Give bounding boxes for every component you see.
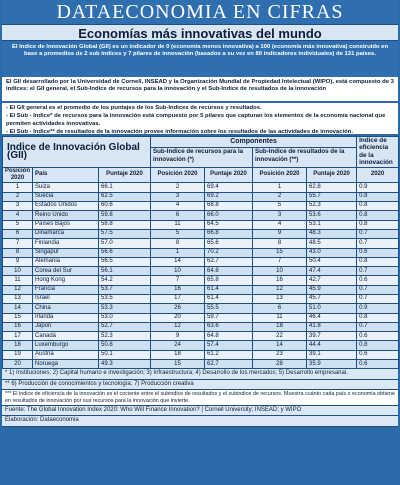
cell-position: 11 — [3, 276, 33, 285]
cell-country: Reino Unido — [33, 211, 99, 220]
cell-country: Japón — [33, 322, 99, 331]
cell-sub2-score: 55.7 — [307, 192, 357, 201]
cell-position: 3 — [3, 202, 33, 211]
cell-sub2-score: 53.1 — [307, 220, 357, 229]
innovation-table — [2, 136, 399, 369]
cell-sub2-score: 62.8 — [307, 183, 357, 192]
cell-country: Irlanda — [33, 313, 99, 322]
cell-sub2-position: 15 — [253, 248, 307, 257]
cell-sub2-position: 23 — [253, 350, 307, 359]
cell-efficiency: 0.9 — [357, 183, 399, 192]
cell-position: 19 — [3, 350, 33, 359]
cell-efficiency: 0.8 — [357, 192, 399, 201]
cell-sub1-score: 62.7 — [205, 360, 253, 369]
cell-efficiency: 0.7 — [357, 285, 399, 294]
cell-country: Corea del Sur — [33, 267, 99, 276]
cell-position: 6 — [3, 229, 33, 238]
table-row — [3, 229, 399, 238]
cell-score: 54.2 — [99, 276, 151, 285]
cell-country: Suiza — [33, 183, 99, 192]
col-country: País — [33, 167, 99, 183]
col-efficiency: 2020 — [357, 167, 399, 183]
cell-score: 59.8 — [99, 211, 151, 220]
table-row — [3, 285, 399, 294]
cell-sub2-score: 45.7 — [307, 295, 357, 304]
cell-country: Luxemburgo — [33, 341, 99, 350]
cell-efficiency: 0.8 — [357, 313, 399, 322]
cell-sub2-score: 51.0 — [307, 304, 357, 313]
cell-score: 53.5 — [99, 295, 151, 304]
cell-efficiency: 0.7 — [357, 295, 399, 304]
cell-sub2-score: 50.4 — [307, 257, 357, 266]
cell-sub1-position: 24 — [151, 341, 205, 350]
table-main-header: Indice de Innovación Global (GII) — [3, 137, 151, 168]
cell-efficiency: 0.6 — [357, 248, 399, 257]
cell-score: 53.0 — [99, 313, 151, 322]
cell-position: 9 — [3, 257, 33, 266]
col-sub2-position: Posición 2020 — [253, 167, 307, 183]
cell-sub2-position: 22 — [253, 332, 307, 341]
cell-score: 60.6 — [99, 202, 151, 211]
table-row — [3, 332, 399, 341]
cell-score: 66.1 — [99, 183, 151, 192]
cell-sub2-score: 41.8 — [307, 322, 357, 331]
cell-sub1-score: 61.2 — [205, 350, 253, 359]
cell-efficiency: 0.8 — [357, 341, 399, 350]
cell-position: 17 — [3, 332, 33, 341]
cell-sub1-position: 9 — [151, 332, 205, 341]
cell-efficiency: 0.6 — [357, 350, 399, 359]
cell-position: 12 — [3, 285, 33, 294]
cell-score: 52.3 — [99, 332, 151, 341]
intro-text: El Indice de Innovación Global (GII) es un indicador de 0 (economía menos innovativa) a 100 (economía más innovativa) construido en base a promedios de 2 sub índices y 7 pilares de innovación (basados a su vez en 80 indicadores individuales) de 131 países. — [2, 41, 398, 77]
table-row — [3, 220, 399, 229]
cell-sub2-position: 13 — [253, 295, 307, 304]
cell-sub1-score: 64.8 — [205, 332, 253, 341]
table-row — [3, 350, 399, 359]
table-row — [3, 248, 399, 257]
cell-sub2-position: 8 — [253, 239, 307, 248]
cell-sub2-position: 11 — [253, 313, 307, 322]
cell-sub2-position: 6 — [253, 304, 307, 313]
col-sub1-position: Posición 2020 — [151, 167, 205, 183]
cell-sub1-position: 15 — [151, 360, 205, 369]
cell-country: Alemania — [33, 257, 99, 266]
cell-efficiency: 0.9 — [357, 304, 399, 313]
cell-score: 49.3 — [99, 360, 151, 369]
source-note: Fuente: The Global Innovation Index 2020: Who Will Finance Innovation? | Cornell University; INSEAD; y WIPO — [2, 406, 398, 416]
cell-sub2-score: 35.9 — [307, 360, 357, 369]
cell-country: Suecia — [33, 192, 99, 201]
cell-country: China — [33, 304, 99, 313]
cell-efficiency: 0.8 — [357, 257, 399, 266]
cell-sub1-position: 1 — [151, 248, 205, 257]
bullet-results: - El Sub - Indice** de resultados de la innovación provee información sobre los resultados de las actividades de innovación. — [6, 128, 353, 135]
cell-country: Estados Unidos — [33, 202, 99, 211]
cell-position: 14 — [3, 304, 33, 313]
components-header: Componentes — [151, 137, 357, 148]
col-sub1-score: Puntaje 2020 — [205, 167, 253, 183]
table-row — [3, 192, 399, 201]
cell-sub2-score: 42.7 — [307, 276, 357, 285]
cell-position: 4 — [3, 211, 33, 220]
cell-sub1-position: 5 — [151, 229, 205, 238]
cell-sub2-position: 7 — [253, 257, 307, 266]
cell-sub2-score: 53.6 — [307, 211, 357, 220]
cell-sub2-score: 45.9 — [307, 285, 357, 294]
cell-country: Finlandia — [33, 239, 99, 248]
notes-section — [2, 369, 398, 426]
table-body — [3, 183, 399, 369]
cell-sub2-score: 46.4 — [307, 313, 357, 322]
cell-sub1-position: 10 — [151, 267, 205, 276]
cell-sub1-score: 55.5 — [205, 304, 253, 313]
banner-title: DATAECONOMIA EN CIFRAS — [2, 0, 398, 24]
cell-score: 62.5 — [99, 192, 151, 201]
cell-sub2-position: 28 — [253, 360, 307, 369]
cell-country: Dinamarca — [33, 229, 99, 238]
cell-sub2-score: 48.5 — [307, 239, 357, 248]
cell-score: 53.3 — [99, 304, 151, 313]
table-row — [3, 304, 399, 313]
cell-country: Austria — [33, 350, 99, 359]
cell-country: Francia — [33, 285, 99, 294]
cell-sub2-position: 3 — [253, 211, 307, 220]
cell-efficiency: 0.8 — [357, 211, 399, 220]
cell-score: 56.5 — [99, 257, 151, 266]
cell-position: 7 — [3, 239, 33, 248]
cell-efficiency: 0.6 — [357, 360, 399, 369]
table-row — [3, 202, 399, 211]
bullets-box — [2, 103, 398, 136]
cell-sub2-score: 39.1 — [307, 350, 357, 359]
cell-sub1-position: 4 — [151, 202, 205, 211]
cell-position: 8 — [3, 248, 33, 257]
col-score: Puntaje 2020 — [99, 167, 151, 183]
note-results-pillars: ** 6) Producción de conocimientos y tecnología; 7) Producción creativa — [2, 380, 398, 390]
cell-sub1-score: 68.8 — [205, 202, 253, 211]
cell-sub2-score: 43.0 — [307, 248, 357, 257]
cell-sub2-position: 1 — [253, 183, 307, 192]
table-row — [3, 183, 399, 192]
cell-position: 2 — [3, 192, 33, 201]
table-row — [3, 360, 399, 369]
cell-sub2-score: 44.4 — [307, 341, 357, 350]
cell-sub1-position: 16 — [151, 285, 205, 294]
table-row — [3, 276, 399, 285]
cell-sub2-position: 16 — [253, 276, 307, 285]
cell-sub1-position: 8 — [151, 239, 205, 248]
cell-sub2-position: 10 — [253, 267, 307, 276]
table-row — [3, 257, 399, 266]
description-box — [2, 77, 398, 103]
cell-position: 20 — [3, 360, 33, 369]
credit-note: Elaboración: Dataeconomia — [2, 416, 398, 426]
cell-efficiency: 0.7 — [357, 322, 399, 331]
cell-country: Hong Kong — [33, 276, 99, 285]
cell-sub1-position: 26 — [151, 304, 205, 313]
cell-sub1-score: 69.4 — [205, 183, 253, 192]
table-row — [3, 267, 399, 276]
cell-sub1-score: 70.2 — [205, 248, 253, 257]
sub-index-results-header: Sub-Indice de resultados de la innovación (**) — [253, 148, 357, 167]
cell-sub1-score: 62.7 — [205, 257, 253, 266]
cell-sub1-score: 59.7 — [205, 313, 253, 322]
cell-sub2-position: 5 — [253, 202, 307, 211]
col-sub2-score: Puntaje 2020 — [307, 167, 357, 183]
cell-sub2-position: 9 — [253, 229, 307, 238]
cell-sub1-score: 64.8 — [205, 267, 253, 276]
cell-sub2-position: 12 — [253, 285, 307, 294]
cell-score: 56.1 — [99, 267, 151, 276]
cell-sub1-score: 69.2 — [205, 192, 253, 201]
cell-efficiency: 0.7 — [357, 239, 399, 248]
cell-sub2-position: 2 — [253, 192, 307, 201]
cell-position: 15 — [3, 313, 33, 322]
cell-position: 16 — [3, 322, 33, 331]
cell-country: Canadá — [33, 332, 99, 341]
cell-sub1-score: 61.4 — [205, 295, 253, 304]
cell-sub2-score: 48.3 — [307, 229, 357, 238]
cell-score: 52.7 — [99, 322, 151, 331]
cell-score: 50.8 — [99, 341, 151, 350]
note-efficiency: *** El indice de eficiencia de la innovación es el cociente entre el subindice de resultados y el subindice de recursos. Muestra cuánto cada país o economía obtiene en resultados de innovación por sus recursos para la innovación que invierte. — [2, 390, 398, 406]
cell-sub1-position: 3 — [151, 192, 205, 201]
cell-sub1-position: 14 — [151, 257, 205, 266]
cell-efficiency: 0.7 — [357, 267, 399, 276]
cell-position: 18 — [3, 341, 33, 350]
page-title: Economías más innovativas del mundo — [2, 24, 398, 41]
cell-position: 10 — [3, 267, 33, 276]
table-row — [3, 341, 399, 350]
sub-index-resources-header: Sub-Indice de recursos para la innovación (*) — [151, 148, 253, 167]
cell-sub2-score: 52.3 — [307, 202, 357, 211]
cell-country: Israel — [33, 295, 99, 304]
bullet-general: - El GII general es el promedio de los puntajes de los Sub-Indices de recursos y resultados. — [6, 105, 262, 111]
cell-country: Singapur — [33, 248, 99, 257]
cell-country: Noruega — [33, 360, 99, 369]
cell-sub1-position: 11 — [151, 220, 205, 229]
cell-sub1-score: 63.6 — [205, 322, 253, 331]
cell-sub2-position: 4 — [253, 220, 307, 229]
cell-sub1-score: 65.8 — [205, 276, 253, 285]
cell-efficiency: 0.8 — [357, 202, 399, 211]
cell-sub1-score: 61.4 — [205, 285, 253, 294]
cell-score: 53.7 — [99, 285, 151, 294]
cell-sub2-position: 18 — [253, 322, 307, 331]
cell-score: 50.1 — [99, 350, 151, 359]
note-resources-pillars: * 1) Instituciones; 2) Capital humano e investigación; 3) Infraestructura; 4) Desarrollo de los mercados; 5) Desarrollo empresarial. — [2, 369, 398, 379]
efficiency-header: Indice de eficiencia de la innovación — [357, 137, 399, 168]
cell-sub1-score: 65.6 — [205, 239, 253, 248]
cell-sub1-position: 17 — [151, 295, 205, 304]
cell-position: 1 — [3, 183, 33, 192]
cell-sub2-score: 47.4 — [307, 267, 357, 276]
cell-sub1-score: 66.0 — [205, 211, 253, 220]
table-row — [3, 211, 399, 220]
cell-sub1-score: 64.5 — [205, 220, 253, 229]
bullet-resources: - El Sub - Indice* de recursos para la innovación está compuesto por 5 pilares que capturan los elementos de la economía nacional que permiten actividades innovativas. — [6, 113, 386, 127]
table-row — [3, 313, 399, 322]
cell-sub2-position: 14 — [253, 341, 307, 350]
cell-efficiency: 0.6 — [357, 276, 399, 285]
cell-sub1-position: 6 — [151, 211, 205, 220]
cell-sub1-position: 2 — [151, 183, 205, 192]
cell-score: 58.8 — [99, 220, 151, 229]
cell-sub2-score: 39.7 — [307, 332, 357, 341]
cell-score: 57.0 — [99, 239, 151, 248]
cell-efficiency: 0.6 — [357, 332, 399, 341]
col-position: Posición 2020 — [3, 167, 33, 183]
table-row — [3, 322, 399, 331]
cell-efficiency: 0.7 — [357, 229, 399, 238]
cell-country: Países Bajos — [33, 220, 99, 229]
cell-sub1-position: 18 — [151, 350, 205, 359]
cell-sub1-position: 12 — [151, 322, 205, 331]
table-row — [3, 295, 399, 304]
cell-position: 5 — [3, 220, 33, 229]
cell-score: 57.5 — [99, 229, 151, 238]
table-row — [3, 239, 399, 248]
cell-sub1-position: 20 — [151, 313, 205, 322]
cell-score: 56.6 — [99, 248, 151, 257]
cell-position: 13 — [3, 295, 33, 304]
cell-efficiency: 0.8 — [357, 220, 399, 229]
cell-sub1-position: 7 — [151, 276, 205, 285]
cell-sub1-score: 66.8 — [205, 229, 253, 238]
description-para: El GII desarrollado por la Universidad de Cornell, INSEAD y la Organización Mundial de Propiedad Intelectual (WIPO), está compuesto de 3 indices: el GII general, el Sub-Indice de recursos para la innovación y el Sub-Indice de resultados de la innovación — [6, 79, 394, 93]
cell-sub1-score: 57.4 — [205, 341, 253, 350]
